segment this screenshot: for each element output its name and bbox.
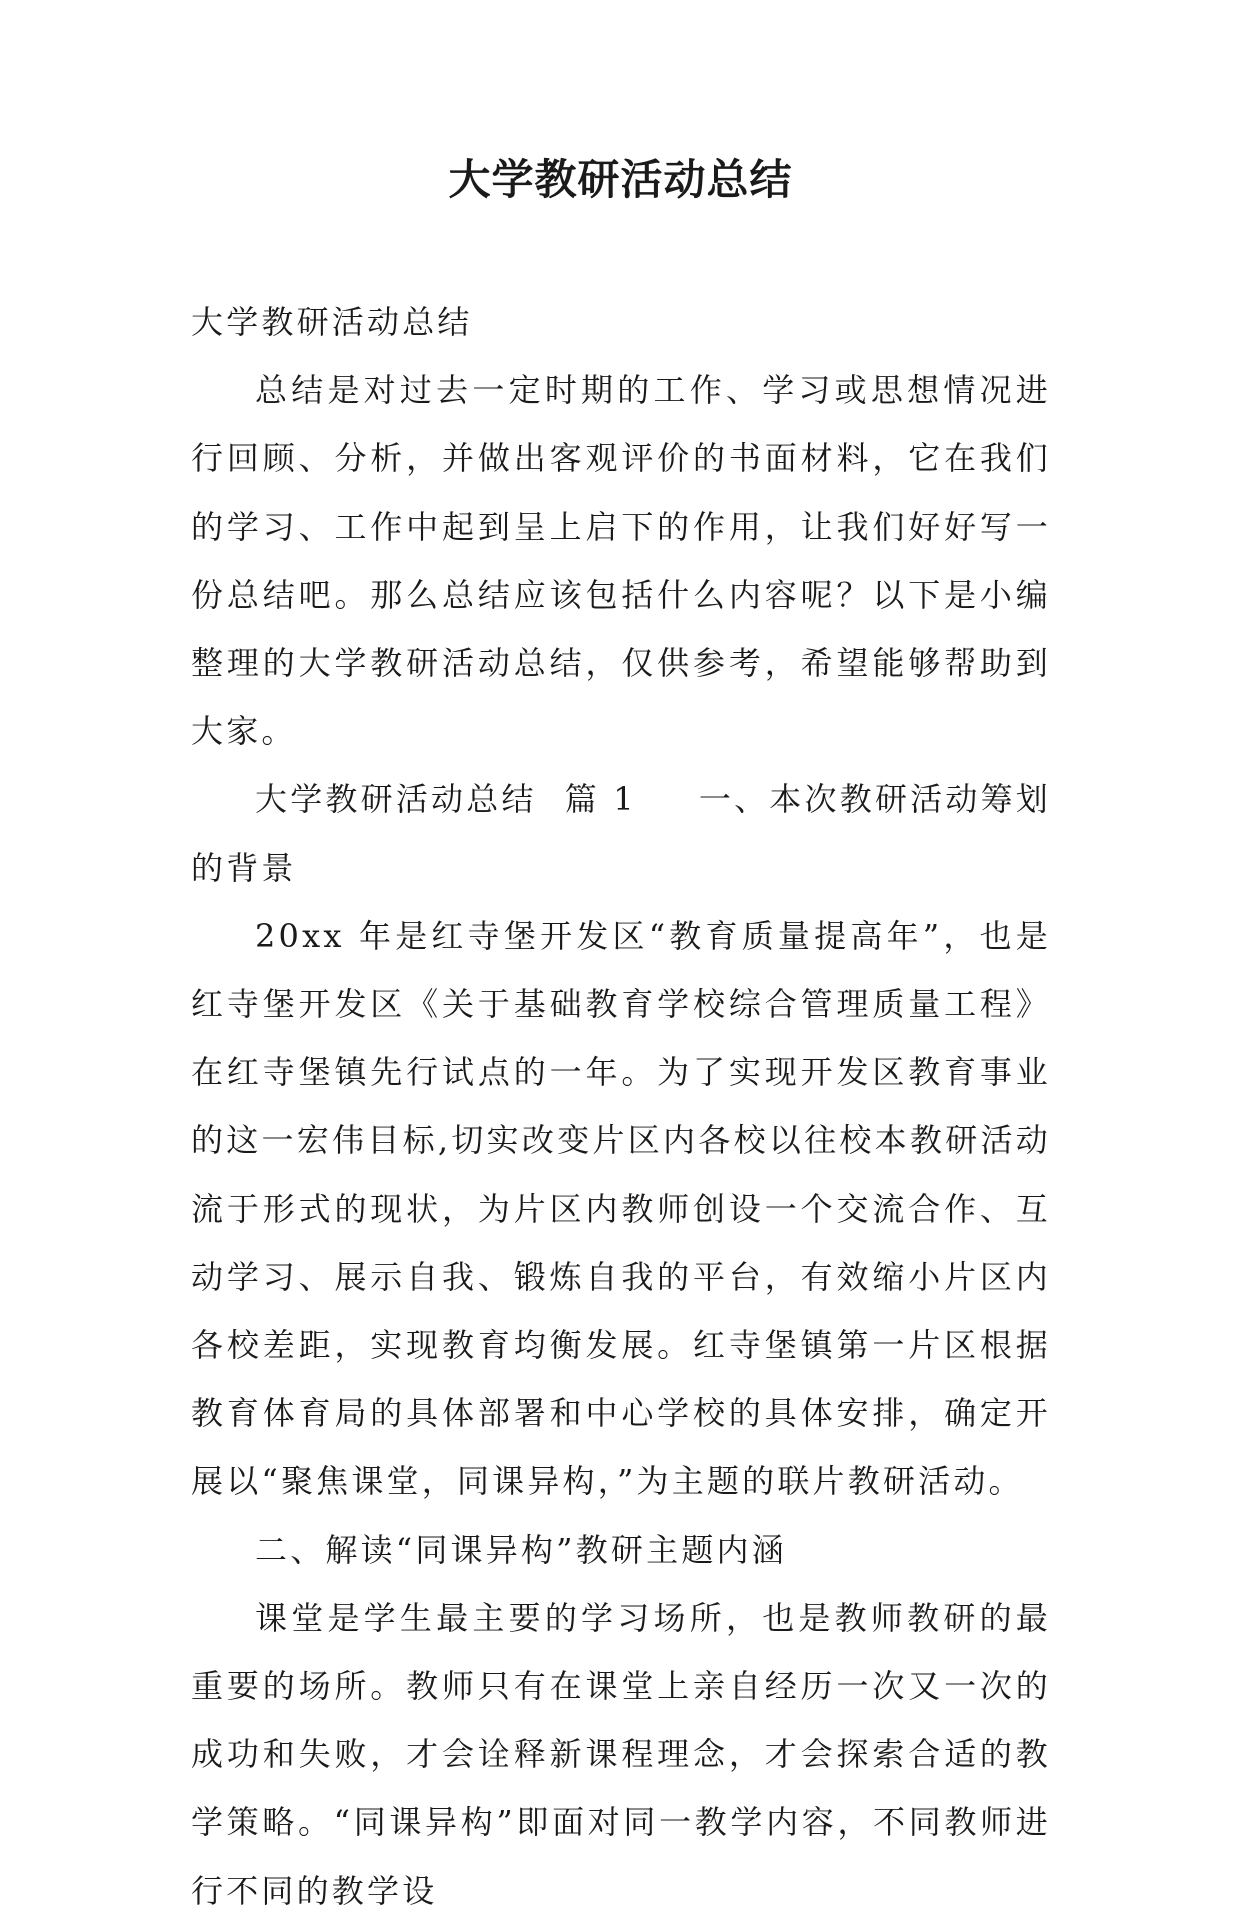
section-heading-line: [191, 765, 1051, 901]
article-label: 大学教研活动总结: [255, 780, 537, 819]
classroom-paragraph: 课堂是学生最主要的学习场所，也是教师教研的最重要的场所。教师只有在课堂上亲自经历一次又一次的成功和失败，才会诠释新课程理念，才会探索合适的教学策略。“同课异构”即面对同一教学内容，不同教师进行不同的教学设: [191, 1598, 1051, 1910]
document-subtitle: 大学教研活动总结: [191, 303, 473, 341]
document-body: [191, 288, 1051, 1925]
intro-paragraph: 总结是对过去一定时期的工作、学习或思想情况进行回顾、分析，并做出客观评价的书面材料，它在我们的学习、工作中起到呈上启下的作用，让我们好好写一份总结吧。那么总结应该包括什么内容呢？以下是小编整理的大学教研活动总结，仅供参考，希望能够帮助到大家。: [191, 371, 1051, 751]
section-heading-one: 一、本次教研活动筹划的背景: [191, 780, 1051, 887]
article-number: 篇 1: [564, 780, 637, 819]
document-title: 大学教研活动总结: [448, 155, 793, 204]
background-paragraph: 20xx 年是红寺堡开发区“教育质量提高年”，也是红寺堡开发区《关于基础教育学校综合管理质量工程》在红寺堡镇先行试点的一年。为了实现开发区教育事业的这一宏伟目标,切实改变片区内各校以往校本教研活动流于形式的现状，为片区内教师创设一个交流合作、互动学习、展示自我、锻炼自我的平台，有效缩小片区内各校差距，实现教育均衡发展。红寺堡镇第一片区根据教育体育局的具体部署和中心学校的具体安排，确定开展以“聚焦课堂，同课异构，”为主题的联片教研活动。: [191, 916, 1051, 1501]
section-heading-two: 二、解读“同课异构”教研主题内涵: [255, 1530, 787, 1569]
